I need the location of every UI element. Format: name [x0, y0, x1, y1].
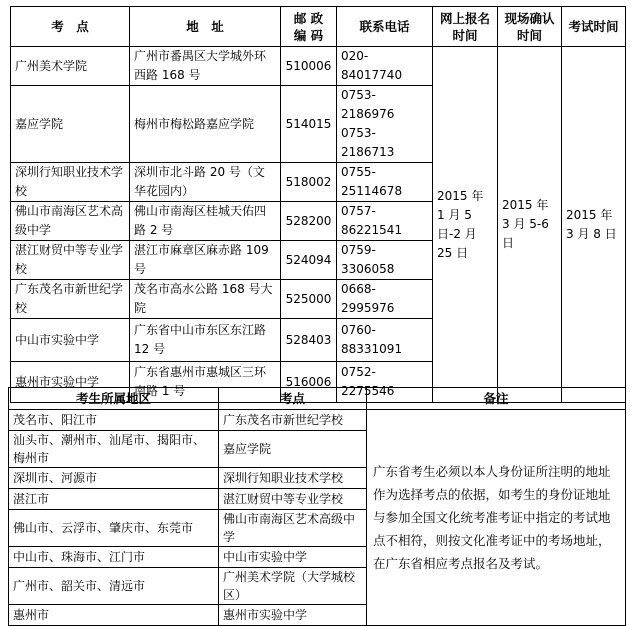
- postcode-cell: 524094: [281, 241, 337, 280]
- region-cell: 深圳市、河源市: [9, 468, 219, 489]
- region-cell: 茂名市、阳江市: [9, 410, 219, 431]
- online-registration-cell: 2015 年 1 月 5 日-2 月 25 日: [433, 47, 498, 403]
- address-cell: 深圳市北斗路 20 号（文华花园内）: [130, 163, 281, 202]
- header-site: 考点: [219, 388, 367, 410]
- site-cell: 深圳行知职业技术学校: [11, 163, 130, 202]
- exam-sites-table: [10, 6, 626, 403]
- table-header-row: [9, 388, 626, 410]
- site-cell: 佛山市南海区艺术高级中学: [219, 510, 367, 547]
- phone-cell: 0755-25114678: [337, 163, 433, 202]
- header-note: 备注: [367, 388, 626, 410]
- header-onsite-confirmation: 现场确认时间: [498, 7, 562, 47]
- address-cell: 广东省中山市东区东江路 12 号: [130, 319, 281, 362]
- postcode-cell: 528200: [281, 202, 337, 241]
- phone-cell: 0668-2995976: [337, 280, 433, 319]
- header-exam-date: 考试时间: [562, 7, 626, 47]
- site-cell: 嘉应学院: [219, 431, 367, 468]
- table-row: [9, 410, 626, 431]
- site-cell: 中山市实验中学: [11, 319, 130, 362]
- table-row: [11, 47, 626, 86]
- phone-cell: 0759-3306058: [337, 241, 433, 280]
- site-cell: 惠州市实验中学: [219, 605, 367, 626]
- site-cell: 佛山市南海区艺术高级中学: [11, 202, 130, 241]
- site-cell: 中山市实验中学: [219, 547, 367, 568]
- region-cell: 中山市、珠海市、江门市: [9, 547, 219, 568]
- postcode-cell: 528403: [281, 319, 337, 362]
- region-site-table: [8, 387, 626, 626]
- phone-cell: 020-84017740: [337, 47, 433, 86]
- address-cell: 广州市番禺区大学城外环西路 168 号: [130, 47, 281, 86]
- site-cell: 广州美术学院（大学城校区）: [219, 568, 367, 605]
- region-cell: 惠州市: [9, 605, 219, 626]
- address-cell: 佛山市南海区桂城天佑四路 2 号: [130, 202, 281, 241]
- postcode-cell: 525000: [281, 280, 337, 319]
- site-cell: 湛江财贸中等专业学校: [219, 489, 367, 510]
- phone-cell: 0757-86221541: [337, 202, 433, 241]
- header-region: 考生所属地区: [9, 388, 219, 410]
- postcode-cell: 510006: [281, 47, 337, 86]
- site-cell: 广州美术学院: [11, 47, 130, 86]
- region-cell: 湛江市: [9, 489, 219, 510]
- phone-cell: 0753-2186976 0753-2186713: [337, 86, 433, 163]
- header-phone: 联系电话: [337, 7, 433, 47]
- site-cell: 广东茂名市新世纪学校: [11, 280, 130, 319]
- postcode-cell: 514015: [281, 86, 337, 163]
- site-cell: 湛江财贸中等专业学校: [11, 241, 130, 280]
- postcode-cell: 518002: [281, 163, 337, 202]
- header-online-registration: 网上报名时间: [433, 7, 498, 47]
- region-cell: 佛山市、云浮市、肇庆市、东莞市: [9, 510, 219, 547]
- header-site: 考 点: [11, 7, 130, 47]
- site-cell: 广东茂名市新世纪学校: [219, 410, 367, 431]
- site-cell: 嘉应学院: [11, 86, 130, 163]
- address-cell: 湛江市麻章区麻赤路 109 号: [130, 241, 281, 280]
- region-cell: 广州市、韶关市、清远市: [9, 568, 219, 605]
- table-header-row: [11, 7, 626, 47]
- address-cell: 茂名市高水公路 168 号大院: [130, 280, 281, 319]
- phone-cell: 0760-88331091: [337, 319, 433, 362]
- address-cell: 梅州市梅松路嘉应学院: [130, 86, 281, 163]
- note-cell: 广东省考生必须以本人身份证所注明的地址作为选择考点的依据，如考生的身份证地址与参加全国文化统考准考证中指定的考试地点不相符，则按文化准考证中的考场地址，在广东省相应考点报名及考试。: [367, 410, 626, 626]
- site-cell: 惠州市实验中学: [11, 362, 130, 403]
- site-cell: 深圳行知职业技术学校: [219, 468, 367, 489]
- header-postcode: 邮 政 编 码: [281, 7, 337, 47]
- region-cell: 汕头市、潮州市、汕尾市、揭阳市、梅州市: [9, 431, 219, 468]
- postcode-cell: 516006: [281, 362, 337, 403]
- onsite-confirmation-cell: 2015 年 3 月 5-6 日: [498, 47, 562, 403]
- phone-cell: 0752-2275546: [337, 362, 433, 403]
- header-address: 地 址: [130, 7, 281, 47]
- address-cell: 广东省惠州市惠城区三环南路 1 号: [130, 362, 281, 403]
- exam-date-cell: 2015 年 3 月 8 日: [562, 47, 626, 403]
